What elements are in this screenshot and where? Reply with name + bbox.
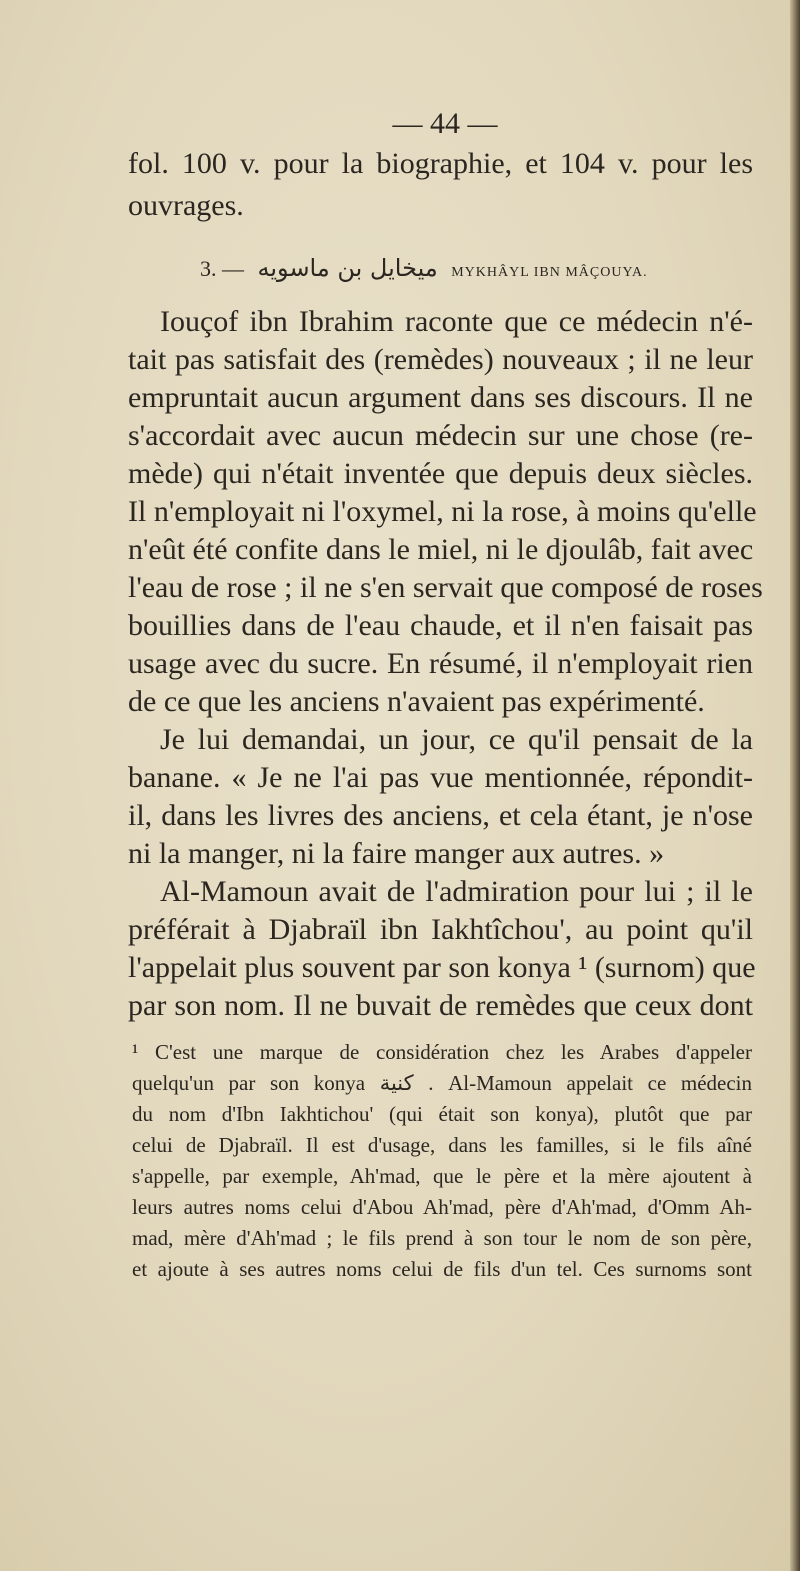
- body-line: par son nom. Il ne buvait de remèdes que ceux dont: [128, 989, 753, 1022]
- heading-number: 3. —: [200, 256, 244, 281]
- body-line: tait pas satisfait des (remèdes) nouveaux ; il ne leur: [128, 343, 753, 376]
- footnote-line: s'appelle, par exemple, Ah'mad, que le père et la mère ajoutent à: [132, 1164, 752, 1188]
- footnote-line: celui de Djabraïl. Il est d'usage, dans les familles, si le fils aîné: [132, 1133, 752, 1157]
- heading-latin: MYKHÂYL IBN MÂÇOUYA.: [451, 265, 648, 280]
- page-number: — 44 —: [392, 107, 498, 140]
- footnote-line: leurs autres noms celui d'Abou Ah'mad, père d'Ah'mad, d'Omm Ah-: [132, 1195, 752, 1219]
- body-line: mède) qui n'était inventée que depuis deux siècles.: [128, 457, 753, 490]
- body-line: usage avec du sucre. En résumé, il n'employait rien: [128, 647, 753, 680]
- body-line: Al-Mamoun avait de l'admiration pour lui ; il le: [160, 875, 753, 908]
- body-line: il, dans les livres des anciens, et cela étant, je n'ose: [128, 799, 753, 832]
- body-line: ni la manger, ni la faire manger aux autres. »: [128, 837, 665, 870]
- section-heading: [200, 251, 700, 285]
- body-line: Je lui demandai, un jour, ce qu'il pensait de la: [160, 723, 753, 756]
- footnote-line: quelqu'un par son konya كنية . Al-Mamoun appelait ce médecin: [132, 1071, 753, 1095]
- footnote-line: mad, mère d'Ah'mad ; le fils prend à son tour le nom de son père,: [132, 1226, 752, 1250]
- body-line: Iouçof ibn Ibrahim raconte que ce médecin n'é-: [160, 305, 753, 338]
- footnote-line: et ajoute à ses autres noms celui de fils d'un tel. Ces surnoms sont: [132, 1257, 752, 1281]
- body-line: ouvrages.: [128, 189, 244, 222]
- body-line: n'eût été confite dans le miel, ni le djoulâb, fait avec: [128, 533, 754, 566]
- body-line: banane. « Je ne l'ai pas vue mentionnée, répondit-: [128, 761, 753, 794]
- page-edge-shadow: [790, 0, 800, 1571]
- body-line: fol. 100 v. pour la biographie, et 104 v. pour les: [128, 147, 753, 180]
- heading-arabic: ميخايل بن ماسويه: [257, 254, 438, 282]
- body-line: l'appelait plus souvent par son konya ¹ (surnom) que: [128, 951, 756, 984]
- footnote-line: ¹ C'est une marque de considération chez les Arabes d'appeler: [132, 1040, 752, 1064]
- body-line: bouillies dans de l'eau chaude, et il n'en faisait pas: [128, 609, 753, 642]
- body-line: s'accordait avec aucun médecin sur une chose (re-: [128, 419, 753, 452]
- body-line: préférait à Djabraïl ibn Iakhtîchou', au point qu'il: [128, 913, 753, 946]
- body-line: de ce que les anciens n'avaient pas expérimenté.: [128, 685, 705, 718]
- body-line: l'eau de rose ; il ne s'en servait que composé de roses: [128, 571, 763, 604]
- body-line: Il n'employait ni l'oxymel, ni la rose, à moins qu'elle: [128, 495, 757, 528]
- body-line: empruntait aucun argument dans ses discours. Il ne: [128, 381, 753, 414]
- footnote-line: du nom d'Ibn Iakhtichou' (qui était son konya), plutôt que par: [132, 1102, 752, 1126]
